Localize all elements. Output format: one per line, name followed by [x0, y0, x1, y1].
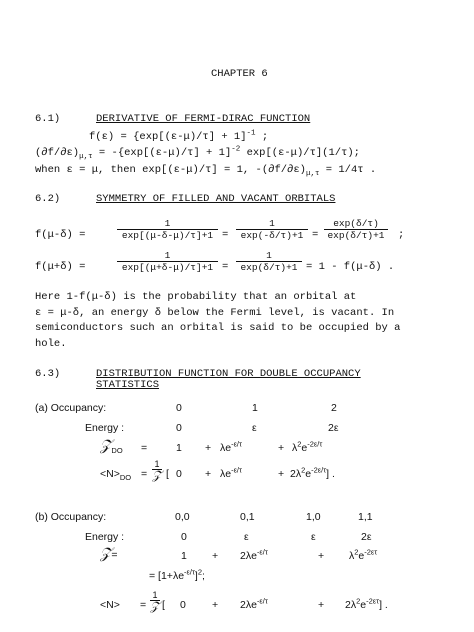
fraction-denominator: exp[(μ+δ-μ)/τ]+1 — [121, 262, 214, 273]
mean-n-b-label: <N> — [100, 599, 120, 611]
term-base: e — [305, 468, 312, 480]
plus-sign: + — [205, 442, 212, 454]
term-one: 1 — [176, 442, 182, 454]
fraction — [324, 218, 388, 241]
eq-text: = 1/4τ . — [319, 164, 377, 176]
plus-sign: + — [212, 550, 219, 562]
eq-text: = -{exp[(ε-μ)/τ] + 1] — [92, 147, 232, 159]
exponent: 2 — [356, 596, 361, 606]
term-base: 2λ — [345, 599, 357, 611]
plus-sign: + — [278, 468, 285, 480]
equals-sign: = — [222, 229, 229, 241]
term-base: λ — [349, 550, 355, 562]
paragraph-line: hole. — [35, 338, 67, 350]
case-a-occupancy-label: (a) Occupancy: — [35, 402, 107, 414]
exponent: -ε/τ — [184, 567, 195, 577]
exponent: -2ετ — [366, 596, 380, 606]
case-b-energy-value: ε — [311, 531, 316, 543]
lambda-exp-term — [220, 465, 242, 480]
case-b-energy-value: 0 — [181, 531, 187, 543]
section-6-3-title-line-1: DISTRIBUTION FUNCTION FOR DOUBLE OCCUPANCY — [96, 368, 361, 380]
script-z-symbol: 𝒵 — [100, 438, 112, 454]
fraction-numerator: 1 — [236, 250, 302, 262]
fraction-denominator: exp[(μ-δ-μ)/τ]+1 — [121, 230, 214, 241]
eq-text: ; — [202, 570, 205, 582]
exponent: -ε/τ — [256, 596, 268, 606]
case-a-occupancy-value: 2 — [331, 402, 337, 414]
symmetry-result: = 1 - f(μ-δ) . — [306, 261, 395, 273]
bracket-close: ] . — [326, 468, 335, 480]
case-a-energy-label: Energy : — [85, 422, 125, 434]
fraction — [236, 250, 302, 273]
derivative-equation — [35, 145, 360, 162]
case-b-occupancy-value: 1,0 — [306, 511, 321, 523]
bracket-open: [ — [162, 599, 165, 611]
section-6-1-title: DERIVATIVE OF FERMI-DIRAC FUNCTION — [96, 113, 311, 125]
fraction-numerator: 1 — [117, 218, 218, 230]
fraction-denominator: exp(δ/τ)+1 — [327, 230, 385, 241]
case-b-occupancy-label: (b) Occupancy: — [35, 511, 107, 523]
fraction-numerator: 1 — [150, 591, 160, 601]
term-base: λ — [292, 442, 298, 454]
exponent: -ε/τ — [256, 547, 268, 557]
section-6-2-title: SYMMETRY OF FILLED AND VACANT ORBITALS — [96, 193, 336, 205]
script-z-symbol: 𝒵 — [100, 546, 112, 562]
eq-subscript: μ,τ — [79, 153, 93, 162]
case-b-occupancy-value: 1,1 — [358, 511, 373, 523]
case-b-energy-value: 2ε — [361, 531, 372, 543]
equals-sign: = — [141, 442, 148, 454]
section-6-3-title-line-2: STATISTICS — [96, 379, 160, 391]
plus-sign: + — [278, 442, 285, 454]
lambda-exp-term — [220, 439, 242, 454]
two-lambda-exp-term — [240, 547, 268, 562]
exponent: -ε/τ — [231, 465, 242, 475]
term-zero: 0 — [180, 599, 186, 611]
equals-sign: = — [111, 549, 118, 561]
one-over-z-fraction — [152, 460, 162, 481]
when-equation — [35, 164, 377, 179]
mean-n-label: <N> — [100, 468, 120, 480]
f-mu-minus-delta-lhs: f(μ-δ) = — [35, 229, 86, 241]
lambda-squared-term — [349, 547, 378, 562]
do-subscript: DO — [111, 446, 123, 456]
fraction-numerator: 1 — [152, 460, 162, 470]
two-lambda-squared-term — [290, 465, 335, 480]
plus-sign: + — [205, 468, 212, 480]
case-a-energy-value: 2ε — [328, 422, 339, 434]
case-b-energy-value: ε — [244, 531, 249, 543]
section-6-1-number: 6.1) — [35, 113, 61, 125]
paragraph-line: Here 1-f(μ-δ) is the probability that an orbital at — [35, 291, 357, 303]
eq-exponent: -2 — [231, 145, 241, 154]
eq-text: when ε = μ, then exp[(ε-μ)/τ] = 1, -(∂f/∂ε) — [35, 164, 306, 176]
case-a-occupancy-value: 0 — [176, 402, 182, 414]
fraction-denominator: 𝒵 — [152, 468, 162, 482]
fraction-denominator: exp(δ/τ)+1 — [240, 262, 298, 273]
exponent: -2ε/τ — [307, 439, 323, 449]
term-zero: 0 — [176, 468, 182, 480]
equals-sign: = — [140, 599, 147, 611]
case-a-occupancy-value: 1 — [252, 402, 258, 414]
plus-sign: + — [318, 550, 325, 562]
two-lambda-exp-term — [240, 596, 268, 611]
eq-text: f(ε) = {exp[(ε-μ)/τ] + 1] — [89, 131, 247, 143]
fraction — [117, 218, 218, 241]
fraction-numerator: 1 — [117, 250, 218, 262]
plus-sign: + — [318, 599, 325, 611]
do-subscript: DO — [119, 473, 132, 483]
two-lambda-squared-term — [345, 596, 388, 611]
plus-sign: + — [212, 599, 219, 611]
case-b-occupancy-value: 0,1 — [240, 511, 255, 523]
exponent: 2 — [301, 465, 306, 475]
eq-text: = [1+λe — [149, 570, 185, 582]
paragraph-line: semiconductors such an orbital is said to be occupied by a — [35, 322, 401, 334]
term-base: e — [301, 442, 308, 454]
semicolon: ; — [398, 229, 405, 241]
term-base: λe — [220, 442, 232, 454]
partition-function-do — [100, 438, 123, 456]
exponent: 2 — [354, 547, 359, 557]
fraction-numerator: 1 — [236, 218, 308, 230]
eq-exponent: -1 — [246, 129, 256, 138]
equals-sign: = — [312, 229, 319, 241]
equals-sign: = — [141, 468, 148, 480]
partition-function-factored — [149, 567, 205, 582]
fraction-numerator: exp(δ/τ) — [324, 218, 388, 230]
exponent: -2ε/τ — [311, 465, 327, 475]
eq-text: (∂f/∂ε) — [35, 147, 80, 159]
eq-text: ] — [194, 570, 198, 582]
f-mu-plus-delta-lhs: f(μ+δ) = — [35, 261, 86, 273]
lambda-squared-term — [292, 439, 323, 454]
fraction-denominator: 𝒵 — [150, 599, 160, 613]
equals-sign: = — [222, 261, 229, 273]
section-6-3-number: 6.3) — [35, 368, 61, 380]
mean-n-do — [100, 468, 132, 483]
term-base: 2λ — [290, 468, 302, 480]
case-b-occupancy-value: 0,0 — [175, 511, 190, 523]
eq-subscript: μ,τ — [305, 170, 320, 179]
term-base: 2λe — [240, 599, 257, 611]
exponent: 2 — [197, 567, 203, 577]
term-one: 1 — [181, 550, 187, 562]
fraction — [117, 250, 218, 273]
term-base: e — [358, 550, 365, 562]
fraction — [236, 218, 308, 241]
exponent: 2 — [297, 439, 302, 449]
partition-function-b — [100, 548, 118, 561]
case-a-energy-value: ε — [252, 422, 257, 434]
eq-tail: ; — [255, 131, 269, 143]
case-b-energy-label: Energy : — [85, 531, 125, 543]
term-base: λe — [220, 468, 232, 480]
section-6-2-number: 6.2) — [35, 193, 61, 205]
bracket-open: [ — [166, 468, 169, 480]
case-a-energy-value: 0 — [176, 422, 182, 434]
one-over-z-fraction — [150, 591, 160, 612]
fermi-dirac-equation — [89, 131, 268, 143]
bracket-close: ] . — [379, 599, 388, 611]
eq-text: exp[(ε-μ)/τ](1/τ); — [240, 147, 360, 159]
exponent: -ε/τ — [231, 439, 242, 449]
chapter-heading: CHAPTER 6 — [211, 68, 268, 80]
term-base: e — [360, 599, 367, 611]
fraction-denominator: exp(-δ/τ)+1 — [240, 230, 304, 241]
term-base: 2λe — [240, 550, 257, 562]
exponent: -2ετ — [364, 547, 378, 557]
paragraph-line: ε = μ-δ, an energy δ below the Fermi level, is vacant. In — [35, 307, 395, 319]
